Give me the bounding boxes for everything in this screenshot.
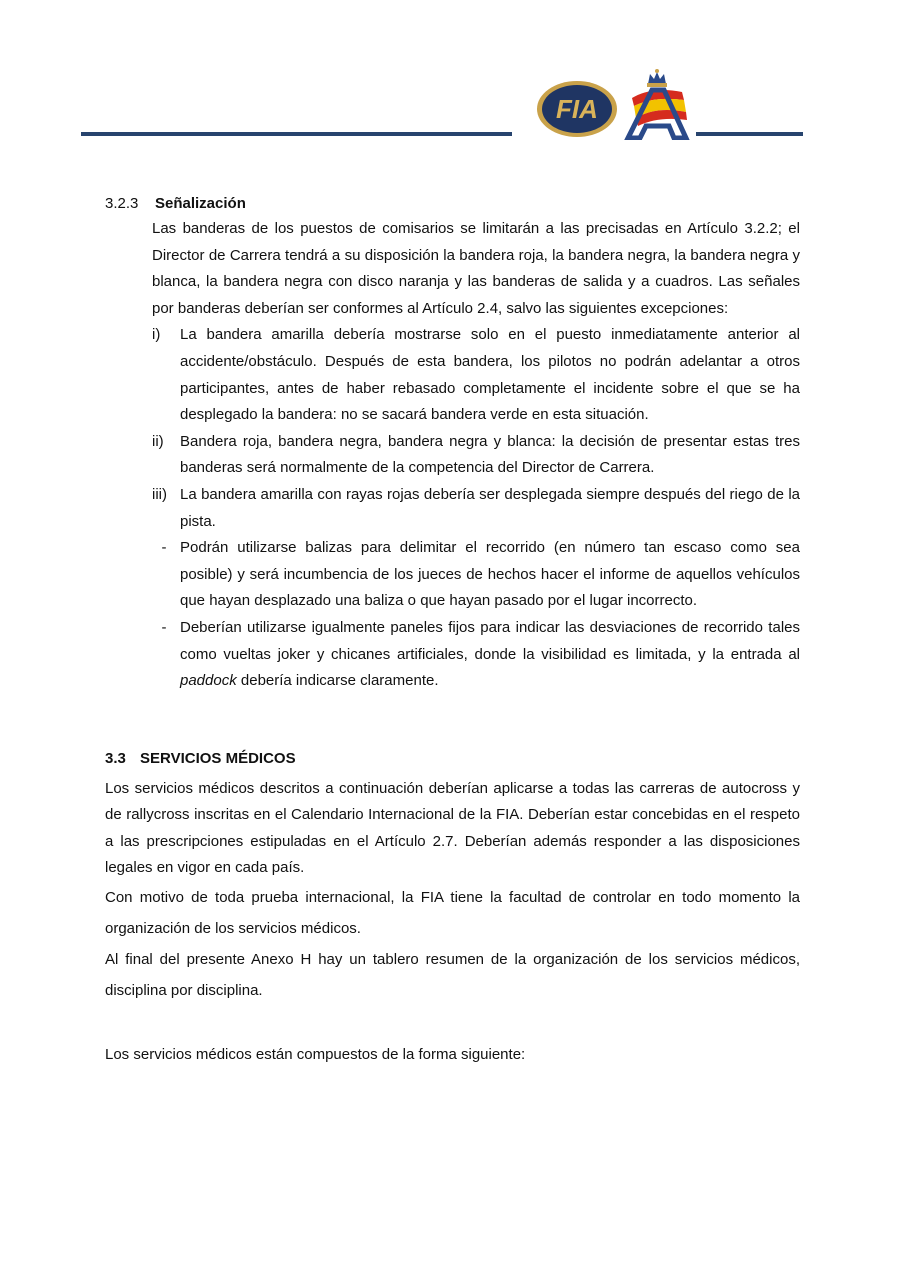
section-paragraph: Los servicios médicos descritos a continuación deberían aplicarse a todas las carreras de autocross y de rallycross inscritas en el Calendario Internacional de la FIA. Deberían estar concebidas en el respeto a las prescripciones estipuladas en el Artículo 2.7. Deberían además responder a las disposiciones legales en vigor en cada país. <box>105 779 800 877</box>
list-item <box>152 482 800 535</box>
list-item-text: La bandera amarilla debería mostrarse solo en el puesto inmediatamente anterior al accidente/obstáculo. Después de esta bandera, los pilotos no podrán adelantar a otros participantes, antes de haber rebasado completamente el incidente sobre el que se ha desplegado la bandera: no se sacará bandera verde en esta situación. <box>180 326 800 424</box>
list-item-text: Bandera roja, bandera negra, bandera negra y blanca: la decisión de presentar estas tres banderas será normalmente de la competencia del Director de Carrera. <box>180 432 800 477</box>
document-body <box>105 192 800 1068</box>
page-header <box>0 0 905 150</box>
list-marker: iii) <box>152 485 167 503</box>
header-rule-right <box>696 132 803 136</box>
section-paragraph: Con motivo de toda prueba internacional, la FIA tiene la facultad de controlar en todo momento la organización de los servicios médicos. <box>105 889 800 938</box>
fia-logo <box>536 80 618 138</box>
section-title: SERVICIOS MÉDICOS <box>140 749 296 767</box>
dash-marker: - <box>161 618 167 636</box>
section-paragraph: Al final del presente Anexo H hay un tablero resumen de la organización de los servicios médicos, disciplina por disciplina. <box>105 951 800 1000</box>
subsection-intro: Las banderas de los puestos de comisarios se limitarán a las precisadas en Artículo 3.2.2; el Director de Carrera tendrá a su disposición la bandera roja, la bandera negra, la bandera negra y blanca, la bandera negra con disco naranja y las banderas de salida y a cuadros. Las señales por banderas deberían ser conformes al Artículo 2.4, salvo las siguientes excepciones: <box>152 220 800 317</box>
list-marker: ii) <box>152 432 164 450</box>
section-closing-line: Los servicios médicos están compuestos de la forma siguiente: <box>105 1046 526 1064</box>
rfeda-logo <box>624 68 690 140</box>
dash-list-item <box>152 615 800 695</box>
dash-item-text: Podrán utilizarse balizas para delimitar el recorrido (en número tan escaso como sea posible) y será incumbencia de los jueces de hechos hacer el informe de aquellos vehículos que hayan desplazado una baliza o que hayan pasado por el lugar incorrecto. <box>180 539 800 610</box>
list-item <box>152 429 800 482</box>
dash-item-text-after: debería indicarse claramente. <box>236 672 439 690</box>
dash-marker: - <box>161 539 167 557</box>
dash-item-text-before: Deberían utilizarse igualmente paneles fijos para indicar las desviaciones de recorrido tales como vueltas joker y chicanes artificiales, donde la visibilidad es limitada, y la entrada al <box>180 618 800 663</box>
list-item-text: La bandera amarilla con rayas rojas debería ser desplegada siempre después del riego de la pista. <box>180 485 800 530</box>
dash-item-text <box>180 615 800 695</box>
paddock-term: paddock <box>180 672 237 690</box>
list-marker: i) <box>152 326 161 344</box>
subsection-heading <box>105 192 800 216</box>
list-item <box>152 322 800 428</box>
exceptions-list <box>152 322 800 694</box>
section-number: 3.3 <box>105 749 126 767</box>
dash-list-item <box>152 535 800 615</box>
header-rule-left <box>81 132 512 136</box>
subsection-number: 3.2.3 <box>105 195 139 212</box>
section-heading <box>105 746 800 772</box>
subsection-content <box>152 216 800 695</box>
subsection-title: Señalización <box>155 195 246 212</box>
svg-text:FIA: FIA <box>556 94 598 124</box>
